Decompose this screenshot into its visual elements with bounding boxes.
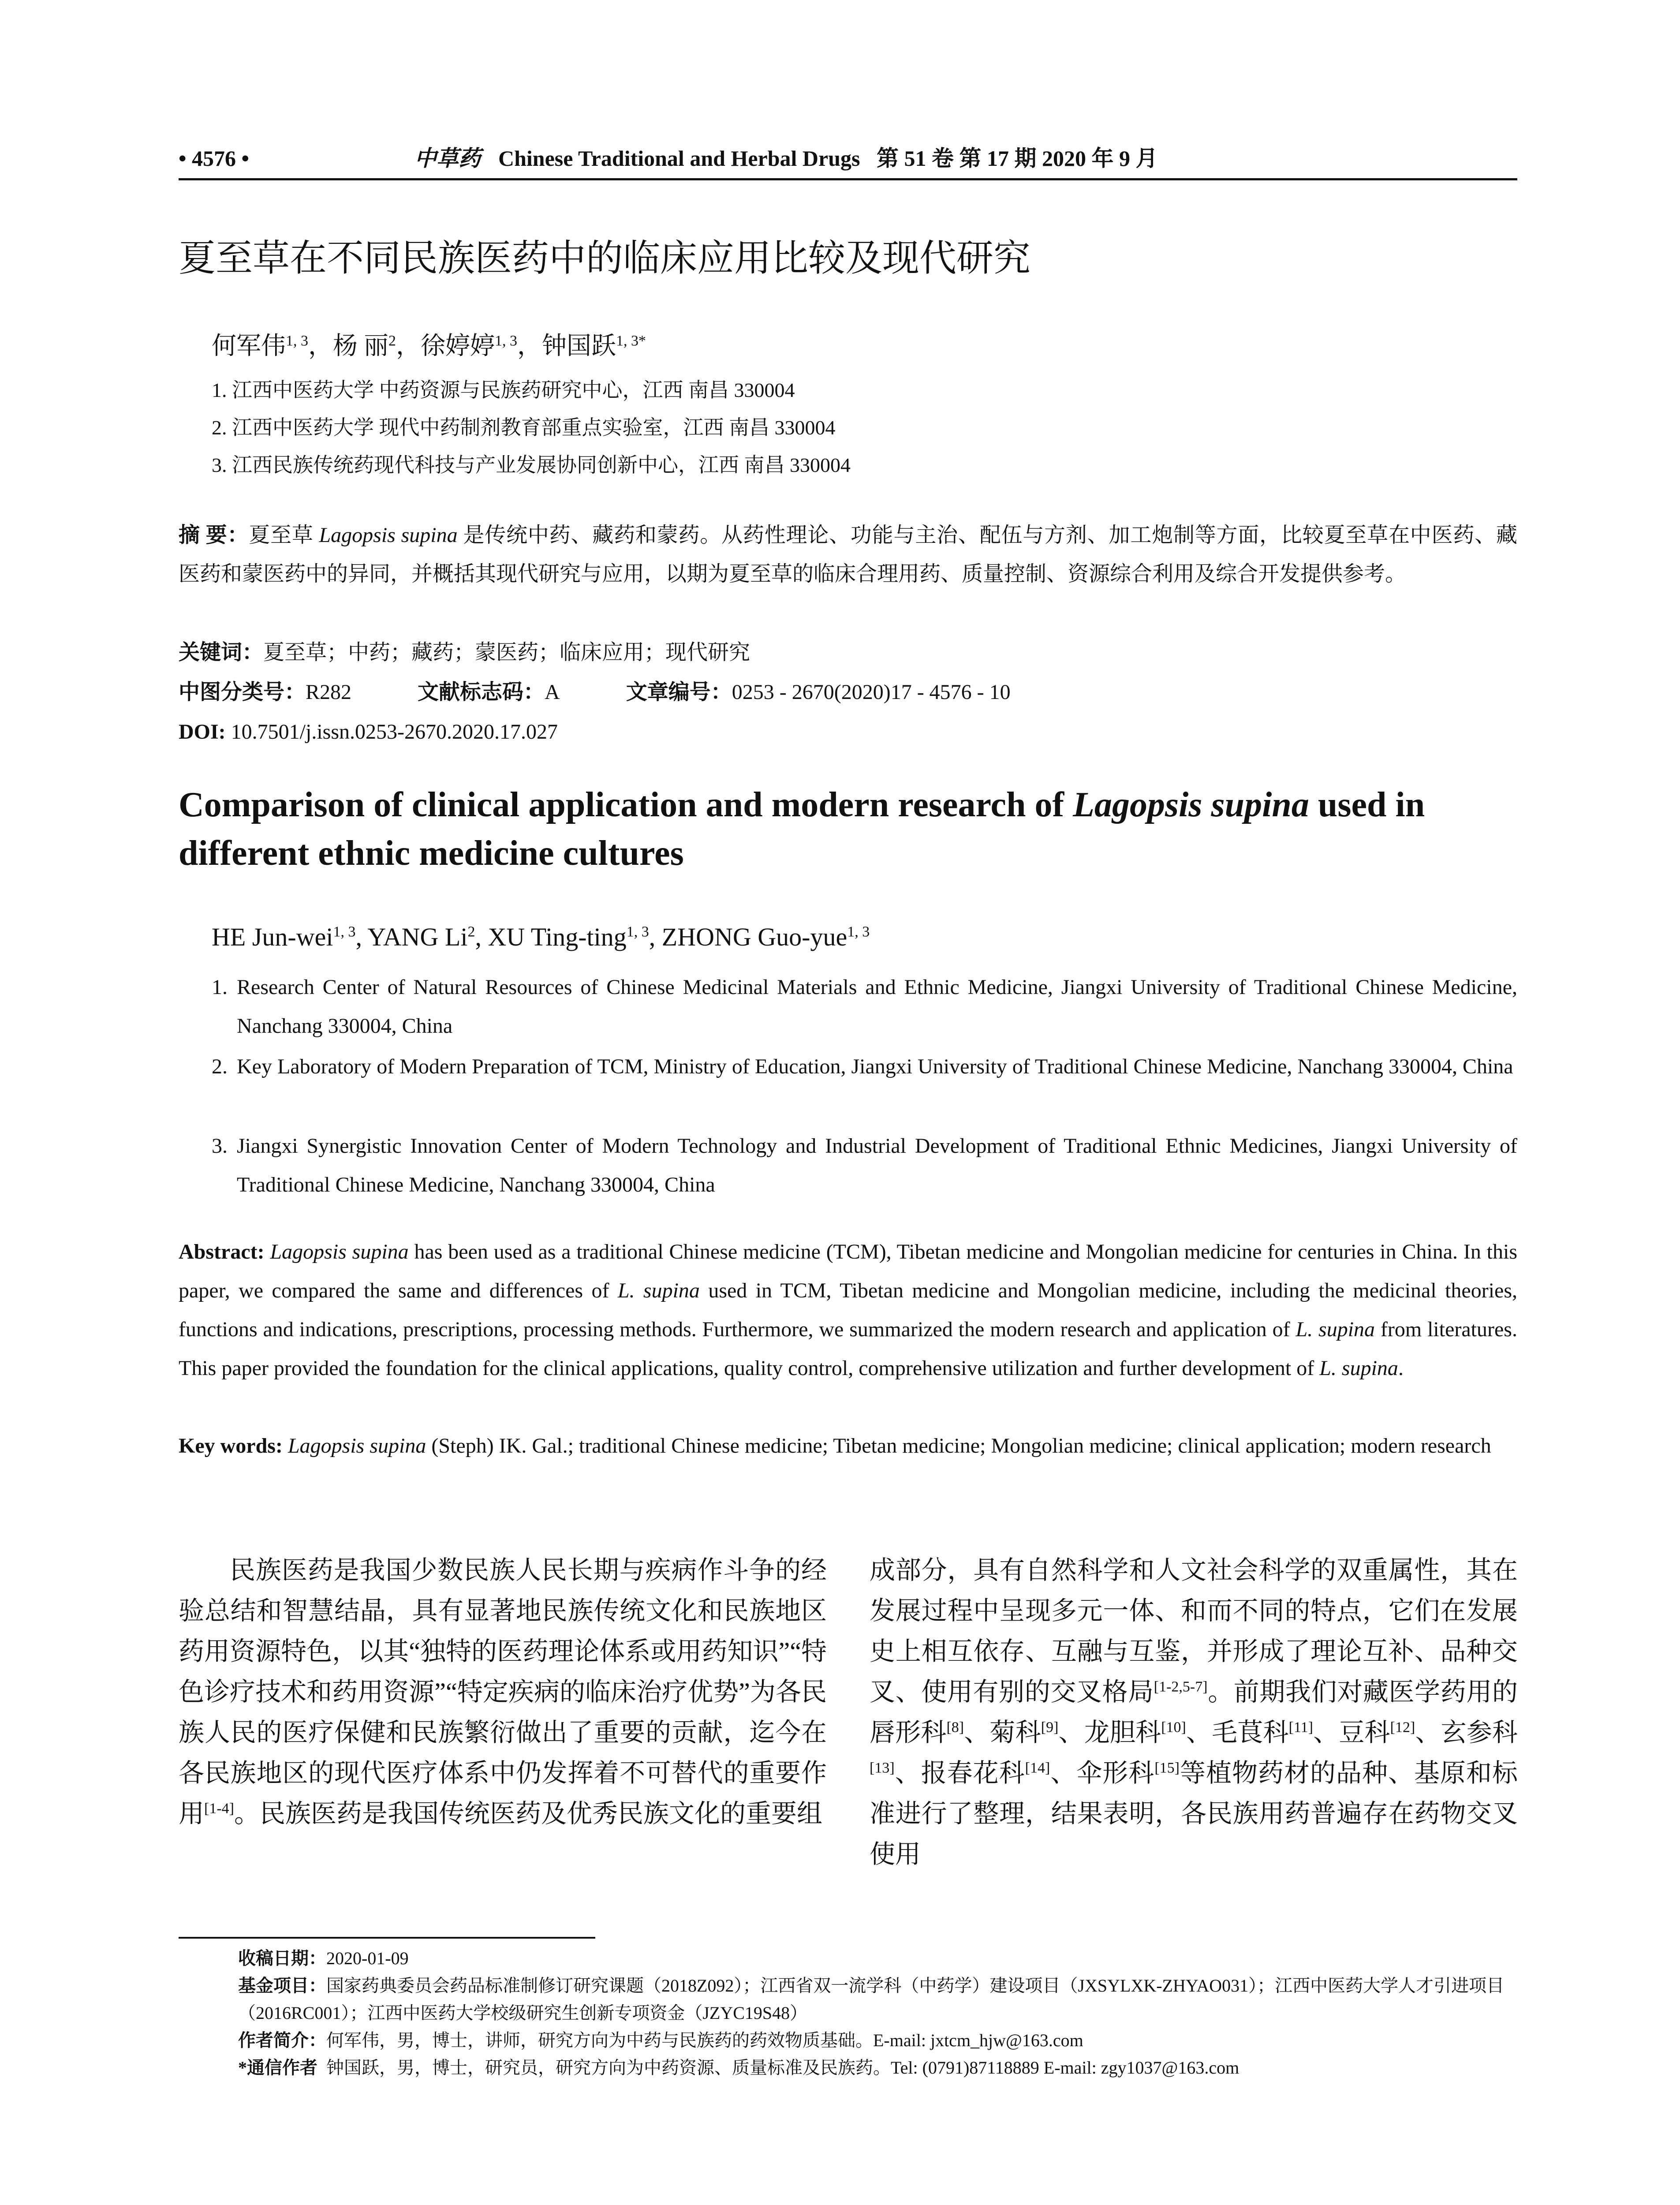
footnote-text: 国家药典委员会药品标准制修订研究课题（2018Z092）；江西省双一流学科（中药学）建设项目（JXSYLXK-ZHYAO031）；江西中医药大学人才引进项目（2016RC001）；江西中医药大学校级研究生创新专项资金（JZYC19S48） <box>238 1976 1505 2023</box>
body-text: 、龙胆科 <box>1058 1718 1161 1747</box>
classification-line <box>179 677 1011 708</box>
footnote-label: 作者简介： <box>238 2030 326 2050</box>
abstract-label: Abstract: <box>179 1240 265 1263</box>
chinese-keywords <box>179 637 750 668</box>
affiliation-number: 2. <box>212 1055 228 1078</box>
title-text: Comparison of clinical application and modern research of <box>179 785 1073 824</box>
keywords-text: 夏至草；中药；藏药；蒙医药；临床应用；现代研究 <box>263 641 750 664</box>
clc-value: R282 <box>306 680 352 704</box>
citation[interactable]: [15] <box>1154 1760 1180 1776</box>
author-sep: ， <box>517 333 542 360</box>
latin-name: L. supina <box>1319 1357 1398 1380</box>
chinese-affiliation: 1. 江西中医药大学 中药资源与民族药研究中心，江西 南昌 330004 <box>212 379 795 401</box>
english-affiliation <box>212 1127 1517 1204</box>
latin-name: L. supina <box>1295 1318 1375 1341</box>
doi-label: DOI: <box>179 720 226 744</box>
doi-line <box>179 717 558 747</box>
author-name: XU Ting-ting <box>488 923 627 951</box>
running-header <box>179 140 1517 176</box>
abstract-text: used in TCM, Tibetan medicine and Mongolian medicine, including the medicinal theories, functions and indications, prescriptions, processing methods. Furthermore, we summarized the modern research and application of <box>179 1279 1518 1341</box>
journal-logo: 中草药 <box>414 146 481 171</box>
doc-code-label: 文献标志码： <box>418 680 545 704</box>
author-sep: ， <box>396 333 421 360</box>
chinese-affiliation: 3. 江西民族传统药现代科技与产业发展协同创新中心，江西 南昌 330004 <box>212 454 851 476</box>
author-affil-sup: 2 <box>467 923 475 940</box>
article-number-value: 0253 - 2670(2020)17 - 4576 - 10 <box>732 680 1011 704</box>
affiliation-text: Key Laboratory of Modern Preparation of TCM, Ministry of Education, Jiangxi University of Traditional Chinese Medicine, Nanchang 330004, China <box>237 1055 1513 1078</box>
citation[interactable]: [14] <box>1025 1760 1050 1776</box>
keywords-text: (Steph) IK. Gal.; traditional Chinese medicine; Tibetan medicine; Mongolian medicine; clinical application; modern research <box>426 1434 1491 1458</box>
footnote-rule <box>179 1937 595 1939</box>
author-affil-sup: 1, 3 <box>286 333 308 349</box>
body-column-left <box>179 1550 827 1834</box>
body-text: 、毛茛科 <box>1186 1718 1289 1747</box>
doi-value[interactable]: 10.7501/j.issn.0253-2670.2020.17.027 <box>225 720 558 744</box>
citation[interactable]: [10] <box>1161 1719 1186 1736</box>
author-name: YANG Li <box>367 923 468 951</box>
body-text: 、玄参科 <box>1415 1718 1518 1747</box>
footnote-text: 钟国跃，男，博士，研究员，研究方向为中药资源、质量标准及民族药。Tel: (0791)87118889 E-mail: zgy1037@163.com <box>326 2058 1239 2078</box>
english-affiliation <box>212 968 1517 1046</box>
clc-label: 中图分类号： <box>179 680 306 704</box>
affiliation-number: 1. <box>212 975 228 999</box>
body-text: 民族医药是我国少数民族人民长期与疾病作斗争的经验总结和智慧结晶，具有显著地民族传统文化和民族地区药用资源特色，以其“独特的医药理论体系或用药知识”“特色诊疗技术和药用资源”“特定疾病的临床治疗优势”为各民族人民的医疗保健和民族繁衍做出了重要的贡献，迄今在各民族地区的现代医疗体系中仍发挥着不可替代的重要作用 <box>179 1556 827 1828</box>
abstract-text: 是传统中药、藏药和蒙药。从药性理论、功能与主治、配伍与方剂、加工炮制等方面，比较夏至草在中医药、藏医药和蒙医药中的异同，并概括其现代研究与应用，以期为夏至草的临床合理用药、质量控制、资源综合利用及综合开发提供参考。 <box>179 523 1517 586</box>
abstract-text: 夏至草 <box>249 523 319 547</box>
citation[interactable]: [12] <box>1390 1719 1415 1736</box>
abstract-text: from literatures. This paper provided the foundation for the clinical applications, quality control, comprehensive utilization and further development of <box>179 1318 1517 1380</box>
footnote-label: 收稿日期： <box>238 1948 326 1968</box>
footnote-label: 基金项目： <box>238 1976 326 1996</box>
abstract-text: . <box>1398 1357 1404 1380</box>
body-text: 、豆科 <box>1313 1718 1390 1747</box>
author-name: 杨 丽 <box>333 333 388 360</box>
title-text: used in different ethnic medicine cultures <box>179 785 1425 873</box>
latin-name: Lagopsis supina <box>1073 785 1309 824</box>
abstract-label: 摘 要： <box>179 523 249 547</box>
english-affiliation <box>212 1047 1517 1086</box>
keywords-label: Key words: <box>179 1434 283 1458</box>
issue-info: 第 51 卷 第 17 期 2020 年 9 月 <box>876 146 1158 171</box>
body-text: 成部分，具有自然科学和人文社会科学的双重属性，其在发展过程中呈现多元一体、和而不同的特点，它们在发展史上相互依存、互融与互鉴，并形成了理论互补、品种交叉、使用有别的交叉格局 <box>870 1556 1518 1706</box>
author-name: ZHONG Guo-yue <box>661 923 847 951</box>
english-abstract <box>179 1233 1517 1388</box>
author-name: HE Jun-wei <box>212 923 333 951</box>
author-affil-sup: 1, 3 <box>495 333 517 349</box>
abstract-text: has been used as a traditional Chinese medicine (TCM), Tibetan medicine and Mongolian medicine for centuries in China. In this paper, we compared the same and differences of <box>179 1240 1518 1302</box>
citation[interactable]: [13] <box>870 1760 895 1776</box>
author-affil-sup: 1, 3 <box>847 923 870 940</box>
header-rule <box>179 178 1517 180</box>
body-column-right <box>870 1550 1518 1875</box>
latin-name: L. supina <box>617 1279 700 1302</box>
author-name: 徐婷婷 <box>421 333 495 360</box>
corresponding-author-note <box>238 2054 1517 2082</box>
citation[interactable]: [1-4] <box>204 1800 234 1817</box>
journal-info <box>414 140 1157 176</box>
affiliation-text: Jiangxi Synergistic Innovation Center of Modern Technology and Industrial Development of Traditional Ethnic Medicines, Jiangxi University of Traditional Chinese Medicine, Nanchang 330004, China <box>237 1134 1517 1196</box>
page-number: • 4576 • <box>179 146 250 171</box>
author-affil-sup: 1, 3 <box>333 923 356 940</box>
author-name: 何军伟 <box>212 333 286 360</box>
body-text: 。民族医药是我国传统医药及优秀民族文化的重要组 <box>234 1799 822 1828</box>
footnote-label: *通信作者 <box>238 2058 317 2078</box>
citation[interactable]: [11] <box>1288 1719 1314 1736</box>
latin-name: Lagopsis supina <box>287 1434 426 1458</box>
body-text: 、伞形科 <box>1050 1759 1155 1787</box>
english-authors <box>212 919 870 955</box>
chinese-affiliation: 2. 江西中医药大学 现代中药制剂教育部重点实验室，江西 南昌 330004 <box>212 416 836 439</box>
citation[interactable]: [8] <box>946 1719 964 1736</box>
body-text: 。前期我们对藏医学药用的唇形科 <box>870 1678 1518 1747</box>
author-sep: , <box>475 923 488 951</box>
body-text: 、菊科 <box>964 1718 1041 1747</box>
chinese-title: 夏至草在不同民族医药中的临床应用比较及现代研究 <box>179 236 1031 280</box>
journal-name: Chinese Traditional and Herbal Drugs <box>498 146 860 171</box>
chinese-abstract <box>179 516 1517 594</box>
author-affil-sup: 1, 3* <box>616 333 646 349</box>
author-affil-sup: 2 <box>388 333 396 349</box>
body-text: 等植物药材的品种、基原和标准进行了整理，结果表明，各民族用药普遍存在药物交叉使用 <box>870 1759 1518 1869</box>
article-number-label: 文章编号： <box>626 680 732 704</box>
keywords-label: 关键词： <box>179 641 264 664</box>
author-bio-note <box>238 2027 1517 2054</box>
english-title <box>179 781 1517 878</box>
body-text: 、报春花科 <box>894 1759 1025 1787</box>
affiliation-text: Research Center of Natural Resources of Chinese Medicinal Materials and Ethnic Medicine, Jiangxi University of Traditional Chinese Medicine, Nanchang 330004, China <box>237 975 1517 1038</box>
footnote-text: 何军伟，男，博士，讲师，研究方向为中药与民族药的药效物质基础。E-mail: jxtcm_hjw@163.com <box>326 2030 1083 2050</box>
doc-code-value: A <box>545 680 560 704</box>
author-sep: , <box>649 923 662 951</box>
affiliation-number: 3. <box>212 1134 228 1158</box>
funding-note <box>238 1972 1517 2027</box>
english-keywords <box>179 1427 1517 1465</box>
citation[interactable]: [1-2,5-7] <box>1154 1678 1208 1695</box>
author-affil-sup: 1, 3 <box>626 923 649 940</box>
author-name: 钟国跃 <box>542 333 616 360</box>
chinese-authors <box>212 329 646 364</box>
latin-name: Lagopsis supina <box>270 1240 409 1263</box>
footnote-text: 2020-01-09 <box>326 1948 409 1968</box>
author-sep: ， <box>308 333 333 360</box>
received-date-note <box>238 1945 1517 1972</box>
citation[interactable]: [9] <box>1041 1719 1059 1736</box>
latin-name: Lagopsis supina <box>319 523 458 547</box>
author-sep: , <box>355 923 368 951</box>
